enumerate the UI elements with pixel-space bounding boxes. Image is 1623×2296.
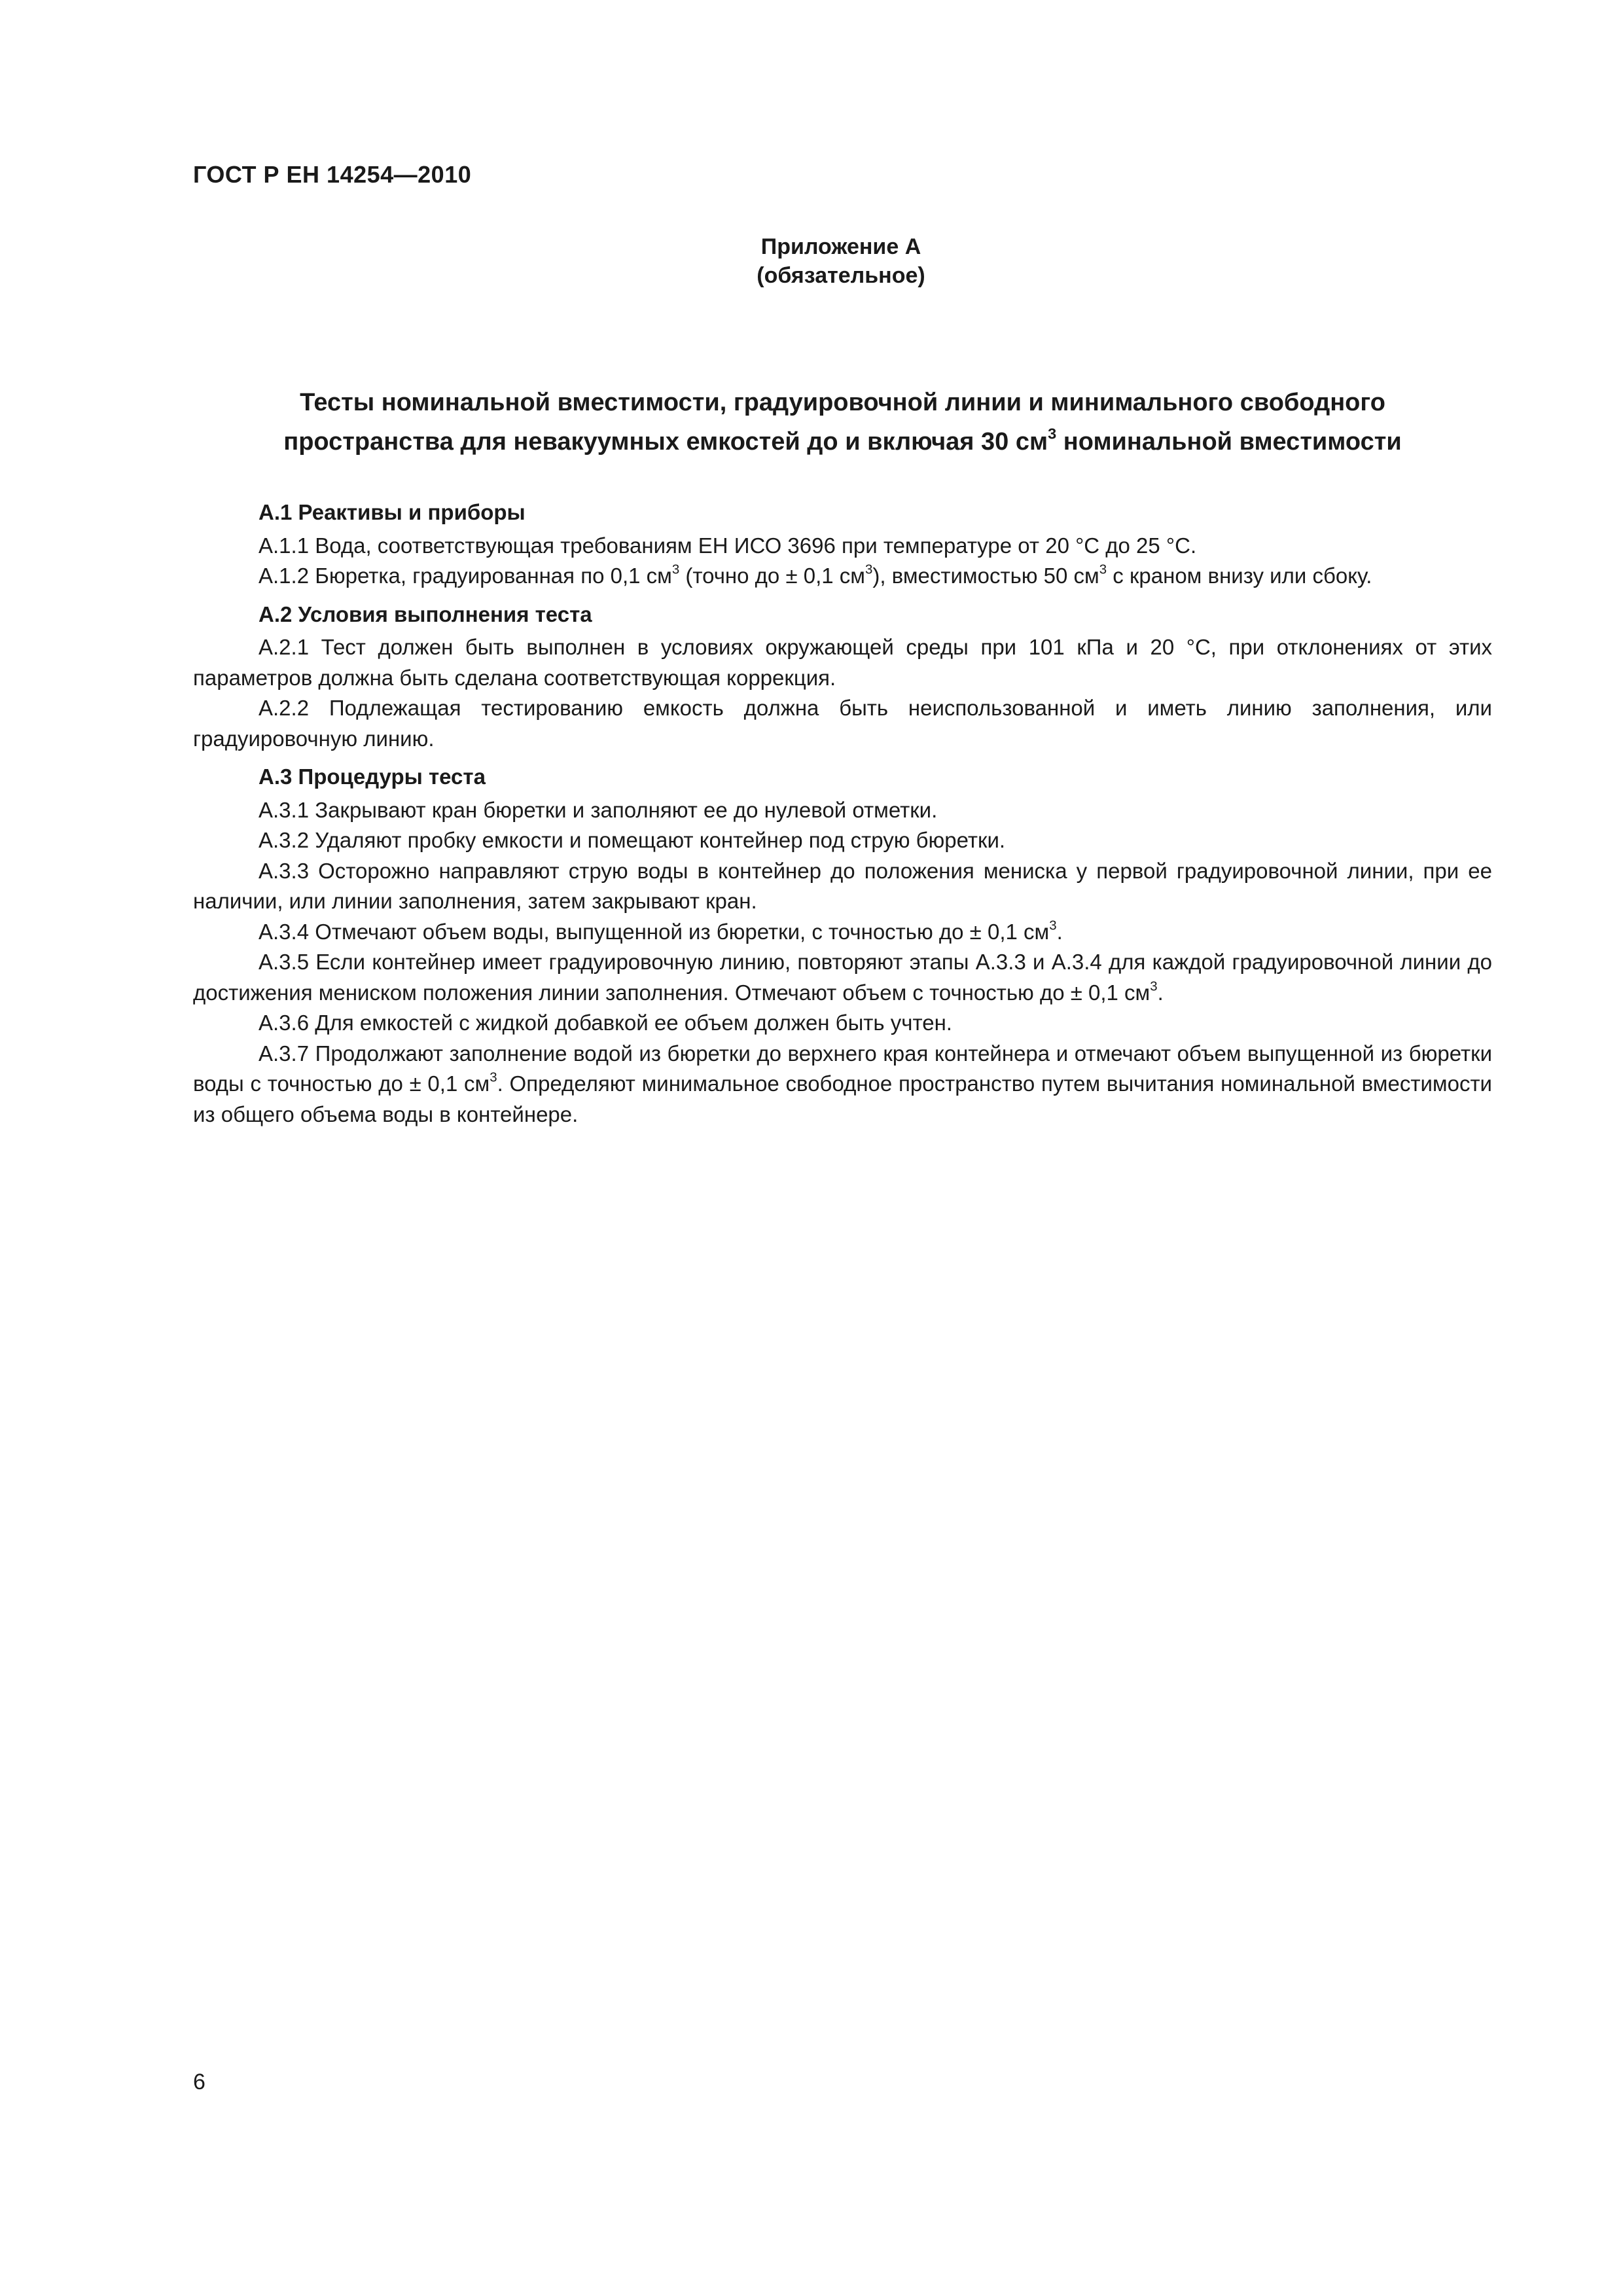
annex-title <box>193 383 1492 461</box>
title-text: номинальной вместимости <box>1056 428 1402 456</box>
text: . <box>1157 980 1164 1005</box>
section-heading-a1: А.1 Реактивы и приборы <box>259 500 526 524</box>
text: А.1.2 Бюретка, градуированная по 0,1 см <box>259 564 672 588</box>
annex-title-line-2 <box>193 422 1492 461</box>
title-text: пространства для невакуумных емкостей до и включая 30 см <box>283 428 1048 456</box>
page-number: 6 <box>193 2070 205 2094</box>
superscript: 3 <box>1049 918 1057 933</box>
paragraph-a1-1: А.1.1 Вода, соответствующая требованиям ЕН ИСО 3696 при температуре от 20 °С до 25 °С. <box>259 533 1197 558</box>
text: (точно до ± 0,1 см <box>679 564 865 588</box>
paragraph-a2-2: А.2.2 Подлежащая тестированию емкость должна быть неиспользованной и иметь линию заполнения, или градуировочную линию. <box>193 696 1492 751</box>
paragraph-a3-6: А.3.6 Для емкостей с жидкой добавкой ее объем должен быть учтен. <box>259 1011 952 1035</box>
section-heading-a2: А.2 Условия выполнения теста <box>259 601 592 626</box>
text: А.3.4 Отмечают объем воды, выпущенной из бюретки, с точностью до ± 0,1 см <box>259 919 1050 944</box>
text: . <box>1056 919 1063 944</box>
superscript: 3 <box>1048 425 1057 442</box>
annex-heading <box>357 232 1325 290</box>
superscript: 3 <box>490 1069 497 1085</box>
annex-title-line-1: Тесты номинальной вместимости, градуировочной линии и минимального свободного <box>300 389 1385 416</box>
superscript: 3 <box>671 562 680 577</box>
paragraph-a3-1: А.3.1 Закрывают кран бюретки и заполняют ее до нулевой отметки. <box>259 797 938 822</box>
paragraph-a3-4 <box>193 917 1492 948</box>
annex-status: (обязательное) <box>757 263 925 288</box>
document-body <box>193 497 1492 1130</box>
text: . Определяют минимальное свободное пространство путем вычитания номинальной вместимости из общего объема воды в контейнере. <box>193 1071 1492 1126</box>
text: ), вместимостью 50 см <box>872 564 1099 588</box>
superscript: 3 <box>865 562 873 577</box>
paragraph-a3-5 <box>193 947 1492 1008</box>
paragraph-a3-2: А.3.2 Удаляют пробку емкости и помещают контейнер под струю бюретки. <box>259 828 1006 852</box>
paragraph-a2-1: А.2.1 Тест должен быть выполнен в условиях окружающей среды при 101 кПа и 20 °С, при отклонениях от этих параметров должна быть сделана соответствующая коррекция. <box>193 635 1492 690</box>
superscript: 3 <box>1099 562 1107 577</box>
paragraph-a1-2 <box>193 561 1492 592</box>
text: А.3.5 Если контейнер имеет градуировочную линию, повторяют этапы А.3.3 и А.3.4 для каждой градуировочной линии до достижения мениском положения линии заполнения. Отмечают объем с точностью до ± 0,1 см <box>193 950 1492 1005</box>
text: А.3.7 Продолжают заполнение водой из бюретки до верхнего края контейнера и отмечают объем выпущенной из бюретки воды с точностью до ± 0,1 см <box>193 1041 1492 1096</box>
section-heading-a3: А.3 Процедуры теста <box>259 764 486 789</box>
document-code: ГОСТ Р ЕН 14254—2010 <box>193 161 472 188</box>
text: с краном внизу или сбоку. <box>1107 564 1372 588</box>
paragraph-a3-3: А.3.3 Осторожно направляют струю воды в контейнер до положения мениска у первой градуировочной линии, при ее наличии, или линии заполнения, затем закрывают кран. <box>193 858 1492 913</box>
paragraph-a3-7 <box>193 1039 1492 1130</box>
superscript: 3 <box>1150 978 1158 994</box>
annex-label: Приложение А <box>760 234 921 259</box>
